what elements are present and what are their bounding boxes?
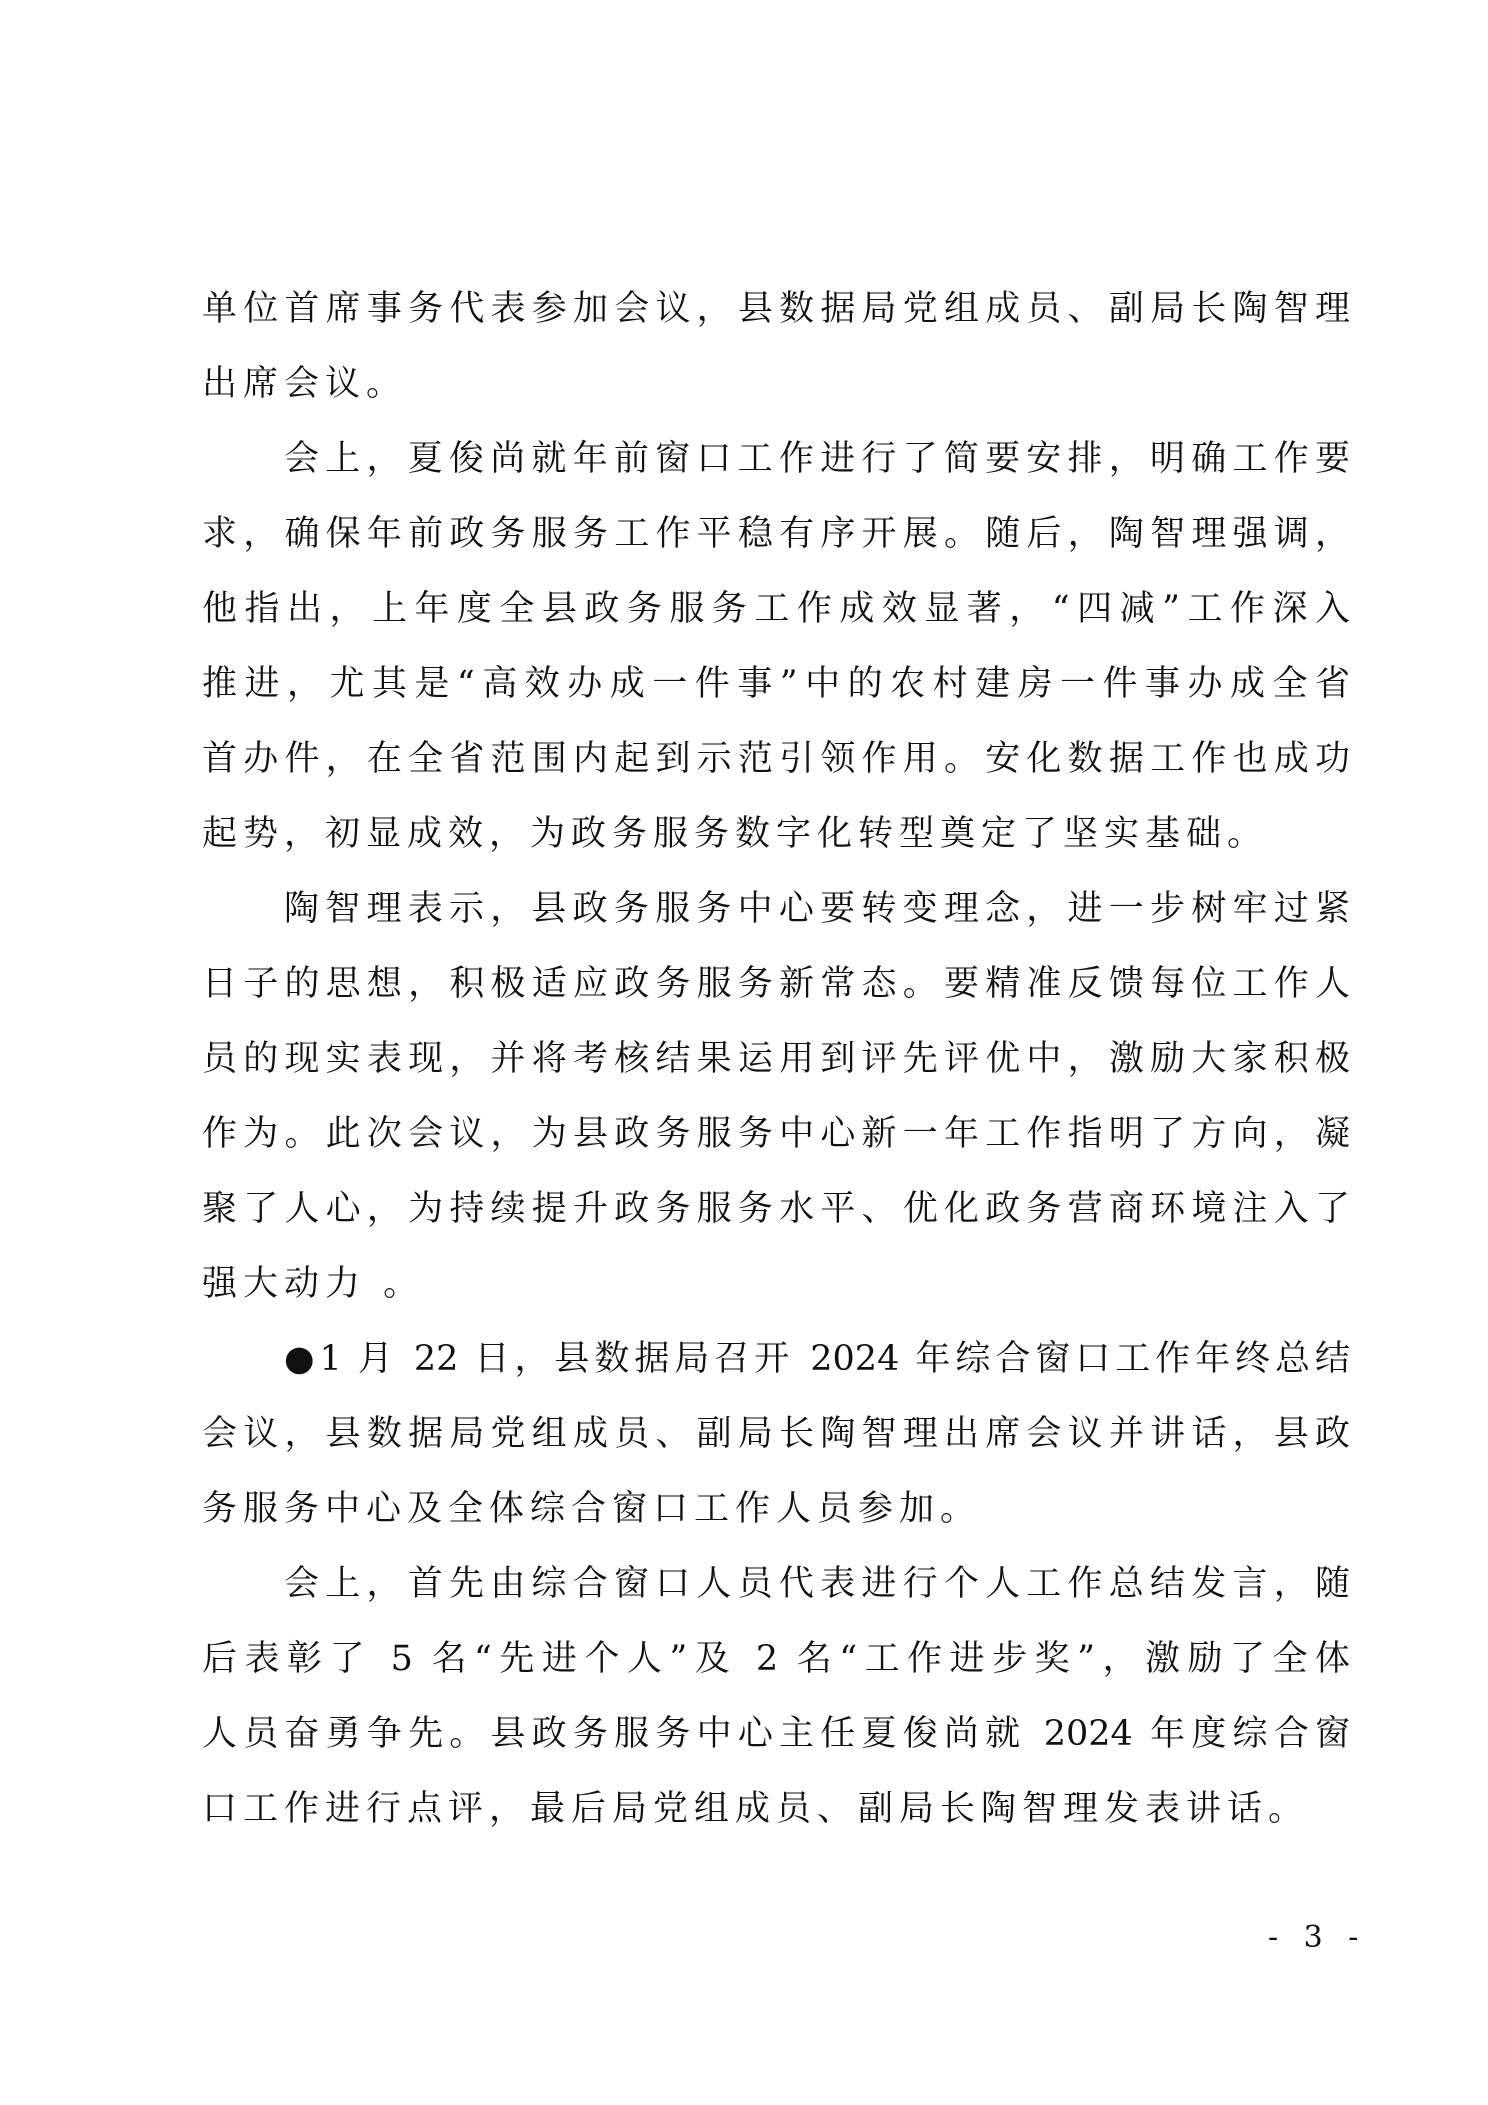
text-line: 会议，县数据局党组成员、副局长陶智理出席会议并讲话，县政 bbox=[202, 1414, 1350, 1454]
text-line: 强大动力 。 bbox=[202, 1264, 425, 1304]
text-line: 首办件，在全省范围内起到示范引领作用。安化数据工作也成功 bbox=[202, 739, 1350, 779]
text-line: 推进，尤其是“高效办成一件事”中的农村建房一件事办成全省 bbox=[202, 664, 1350, 704]
paragraph bbox=[202, 272, 1350, 422]
text-line: 员的现实表现，并将考核结果运用到评先评优中，激励大家积极 bbox=[202, 1039, 1350, 1079]
paragraph bbox=[202, 1322, 1350, 1547]
text-line: 后表彰了 5 名“先进个人”及 2 名“工作进步奖”，激励了全体 bbox=[202, 1639, 1350, 1679]
text-line: 出席会议。 bbox=[202, 364, 408, 404]
text-line: 他指出，上年度全县政务服务工作成效显著，“四减”工作深入 bbox=[202, 589, 1350, 629]
text-line: 起势，初显成效，为政务服务数字化转型奠定了坚实基础。 bbox=[202, 814, 1269, 854]
text-line: 口工作进行点评，最后局党组成员、副局长陶智理发表讲话。 bbox=[202, 1789, 1310, 1829]
paragraph bbox=[202, 1547, 1350, 1847]
paragraph bbox=[202, 422, 1350, 872]
page-number: - 3 - bbox=[1268, 1920, 1367, 1955]
text-line: 陶智理表示，县政务服务中心要转变理念，进一步树牢过紧 bbox=[284, 889, 1350, 929]
text-line: 会上，首先由综合窗口人员代表进行个人工作总结发言，随 bbox=[284, 1564, 1350, 1604]
text-line: 聚了人心，为持续提升政务服务水平、优化政务营商环境注入了 bbox=[202, 1189, 1350, 1229]
text-line: 求，确保年前政务服务工作平稳有序开展。随后，陶智理强调， bbox=[202, 514, 1350, 554]
paragraph bbox=[202, 872, 1350, 1322]
text-line: 单位首席事务代表参加会议，县数据局党组成员、副局长陶智理 bbox=[202, 289, 1350, 329]
text-line: 作为。此次会议，为县政务服务中心新一年工作指明了方向，凝 bbox=[202, 1114, 1350, 1154]
text-line: ●1 月 22 日，县数据局召开 2024 年综合窗口工作年终总结 bbox=[284, 1339, 1350, 1379]
text-line: 会上，夏俊尚就年前窗口工作进行了简要安排，明确工作要 bbox=[284, 439, 1350, 479]
document-body bbox=[202, 272, 1350, 1847]
text-line: 务服务中心及全体综合窗口工作人员参加。 bbox=[202, 1489, 982, 1529]
text-line: 人员奋勇争先。县政务服务中心主任夏俊尚就 2024 年度综合窗 bbox=[202, 1714, 1350, 1754]
text-line: 日子的思想，积极适应政务服务新常态。要精准反馈每位工作人 bbox=[202, 964, 1350, 1004]
